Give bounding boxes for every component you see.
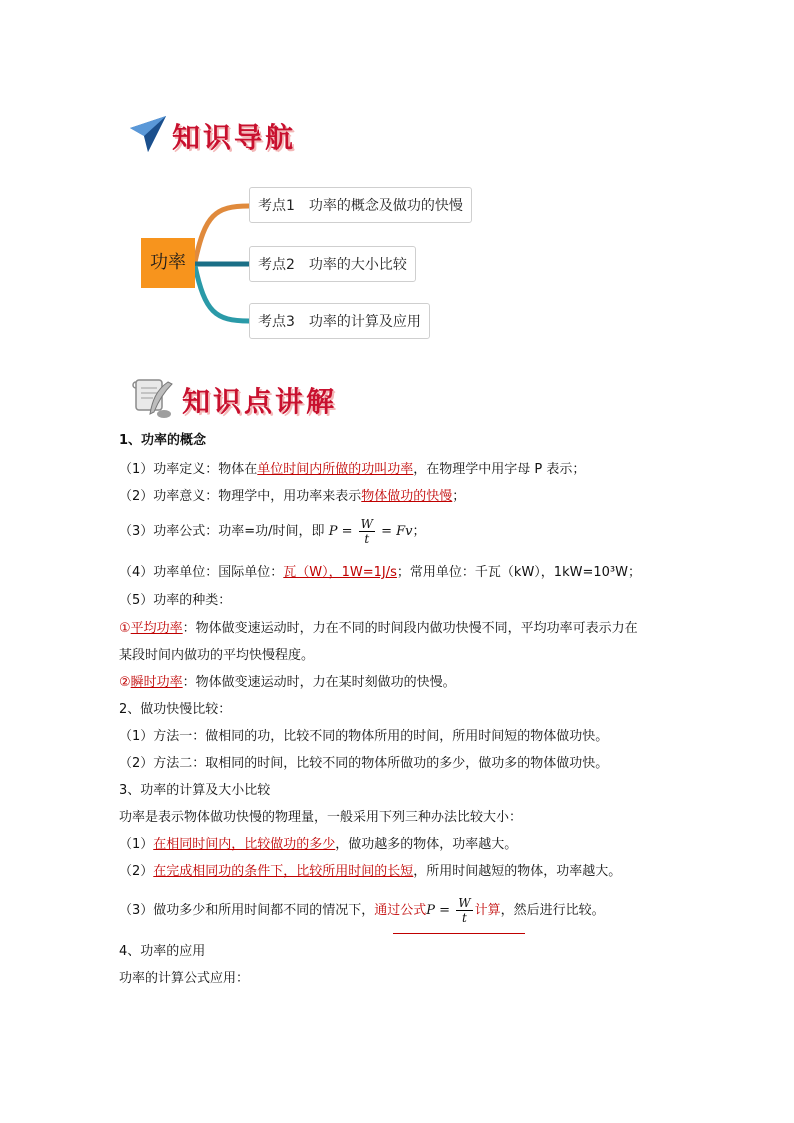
- highlight-definition: 单位时间内所做的功叫功率: [257, 462, 414, 477]
- formula-p: P: [328, 524, 338, 539]
- formula-eq: =: [337, 524, 357, 539]
- text: ；: [452, 489, 466, 504]
- fraction-numerator: W: [360, 517, 373, 531]
- text: （2）: [119, 864, 154, 879]
- formula-fraction: [359, 517, 375, 546]
- node-1-text: 功率的概念及做功的快慢: [308, 198, 463, 214]
- line-power-formula: [119, 513, 426, 551]
- nav-header-title: 知识导航: [172, 121, 297, 154]
- formula-fv: = Fv: [376, 524, 413, 539]
- fraction-denominator-2: t: [461, 911, 467, 925]
- line-compare-2: [119, 863, 621, 881]
- text: （1）: [119, 837, 154, 852]
- line-method-1: （1）方法一：做相同的功，比较不同的物体所用的时间，所用时间短的物体做功快。: [119, 729, 609, 744]
- highlight-meaning: 物体做功的快慢: [361, 489, 453, 504]
- highlight-instant-power: 瞬时功率: [130, 675, 183, 690]
- node-2-number: 考点2: [258, 257, 295, 273]
- fraction-numerator-2: W: [458, 896, 471, 910]
- line-average-power: [119, 620, 638, 638]
- formula-p-2: P: [426, 903, 436, 918]
- text: ；常用单位：千瓦（kW），1kW=10³W；: [396, 565, 641, 580]
- highlight-formula-text: 通过公式: [374, 903, 427, 918]
- section-1-title: 1、功率的概念: [119, 433, 207, 448]
- section-3-title: 3、功率的计算及大小比较: [119, 783, 271, 798]
- text: （4）功率单位：国际单位：: [119, 565, 284, 580]
- formula-eq-2: =: [435, 903, 455, 918]
- section-2-title: 2、做功快慢比较：: [119, 702, 232, 717]
- formula-fraction-2: [456, 896, 472, 925]
- formula-underline: [393, 933, 525, 934]
- node-3-number: 考点3: [258, 314, 295, 330]
- line-compare-1: [119, 836, 517, 854]
- text: ，在物理学中用字母 P 表示；: [413, 462, 586, 477]
- highlight-unit: 瓦（W），1W=1J/s: [283, 565, 397, 580]
- line-power-types: （5）功率的种类：: [119, 593, 232, 608]
- text: ，所用时间越短的物体，功率越大。: [413, 864, 622, 879]
- scroll-quill-icon: [128, 374, 176, 420]
- highlight-compare-1: 在相同时间内，比较做功的多少: [153, 837, 336, 852]
- text: ：物体做变速运动时，力在某时刻做功的快慢。: [182, 675, 456, 690]
- node-3-text: 功率的计算及应用: [308, 314, 421, 330]
- line-power-definition: [119, 461, 585, 479]
- text: ：物体做变速运动时，力在不同的时间段内做功快慢不同，平均功率可表示力在: [182, 621, 638, 636]
- line-average-power-cont: 某段时间内做功的平均快慢程度。: [119, 648, 315, 663]
- line-compare-3: [119, 892, 605, 930]
- text: ，做功越多的物体，功率越大。: [335, 837, 518, 852]
- node-2-text: 功率的大小比较: [308, 257, 407, 273]
- line-power-unit: [119, 564, 641, 582]
- highlight-compare-2: 在完成相同功的条件下，比较所用时间的长短: [153, 864, 414, 879]
- circled-one: ①: [119, 621, 131, 636]
- node-1-number: 考点1: [258, 198, 295, 214]
- branch-line-1: [195, 206, 249, 262]
- highlight-average-power: 平均功率: [130, 621, 183, 636]
- mindmap-root: 功率: [141, 238, 195, 288]
- text: （3）功率公式：功率=功/时间，即: [119, 524, 325, 539]
- line-method-2: （2）方法二：取相同的时间，比较不同的物体所做功的多少，做功多的物体做功快。: [119, 756, 609, 771]
- explain-header: [128, 372, 428, 422]
- mindmap-node-1: [249, 187, 472, 223]
- text: ；: [412, 524, 426, 539]
- section-4-title: 4、功率的应用: [119, 944, 206, 959]
- line-power-meaning: [119, 488, 465, 506]
- text: （2）功率意义：物理学中，用功率来表示: [119, 489, 362, 504]
- text: （3）做功多少和所用时间都不同的情况下，: [119, 903, 375, 918]
- text: ，然后进行比较。: [500, 903, 605, 918]
- circled-two: ②: [119, 675, 131, 690]
- mindmap-node-3: [249, 303, 430, 339]
- line-instant-power: [119, 674, 456, 692]
- highlight-calc: 计算: [474, 903, 501, 918]
- explain-header-title: 知识点讲解: [182, 385, 338, 418]
- branch-line-3: [195, 266, 249, 321]
- text: （1）功率定义：物体在: [119, 462, 258, 477]
- fraction-denominator: t: [364, 532, 370, 546]
- mindmap-node-2: [249, 246, 416, 282]
- line-application: 功率的计算公式应用：: [119, 971, 250, 986]
- line-compare-intro: 功率是表示物体做功快慢的物理量，一般采用下列三种办法比较大小：: [119, 810, 523, 825]
